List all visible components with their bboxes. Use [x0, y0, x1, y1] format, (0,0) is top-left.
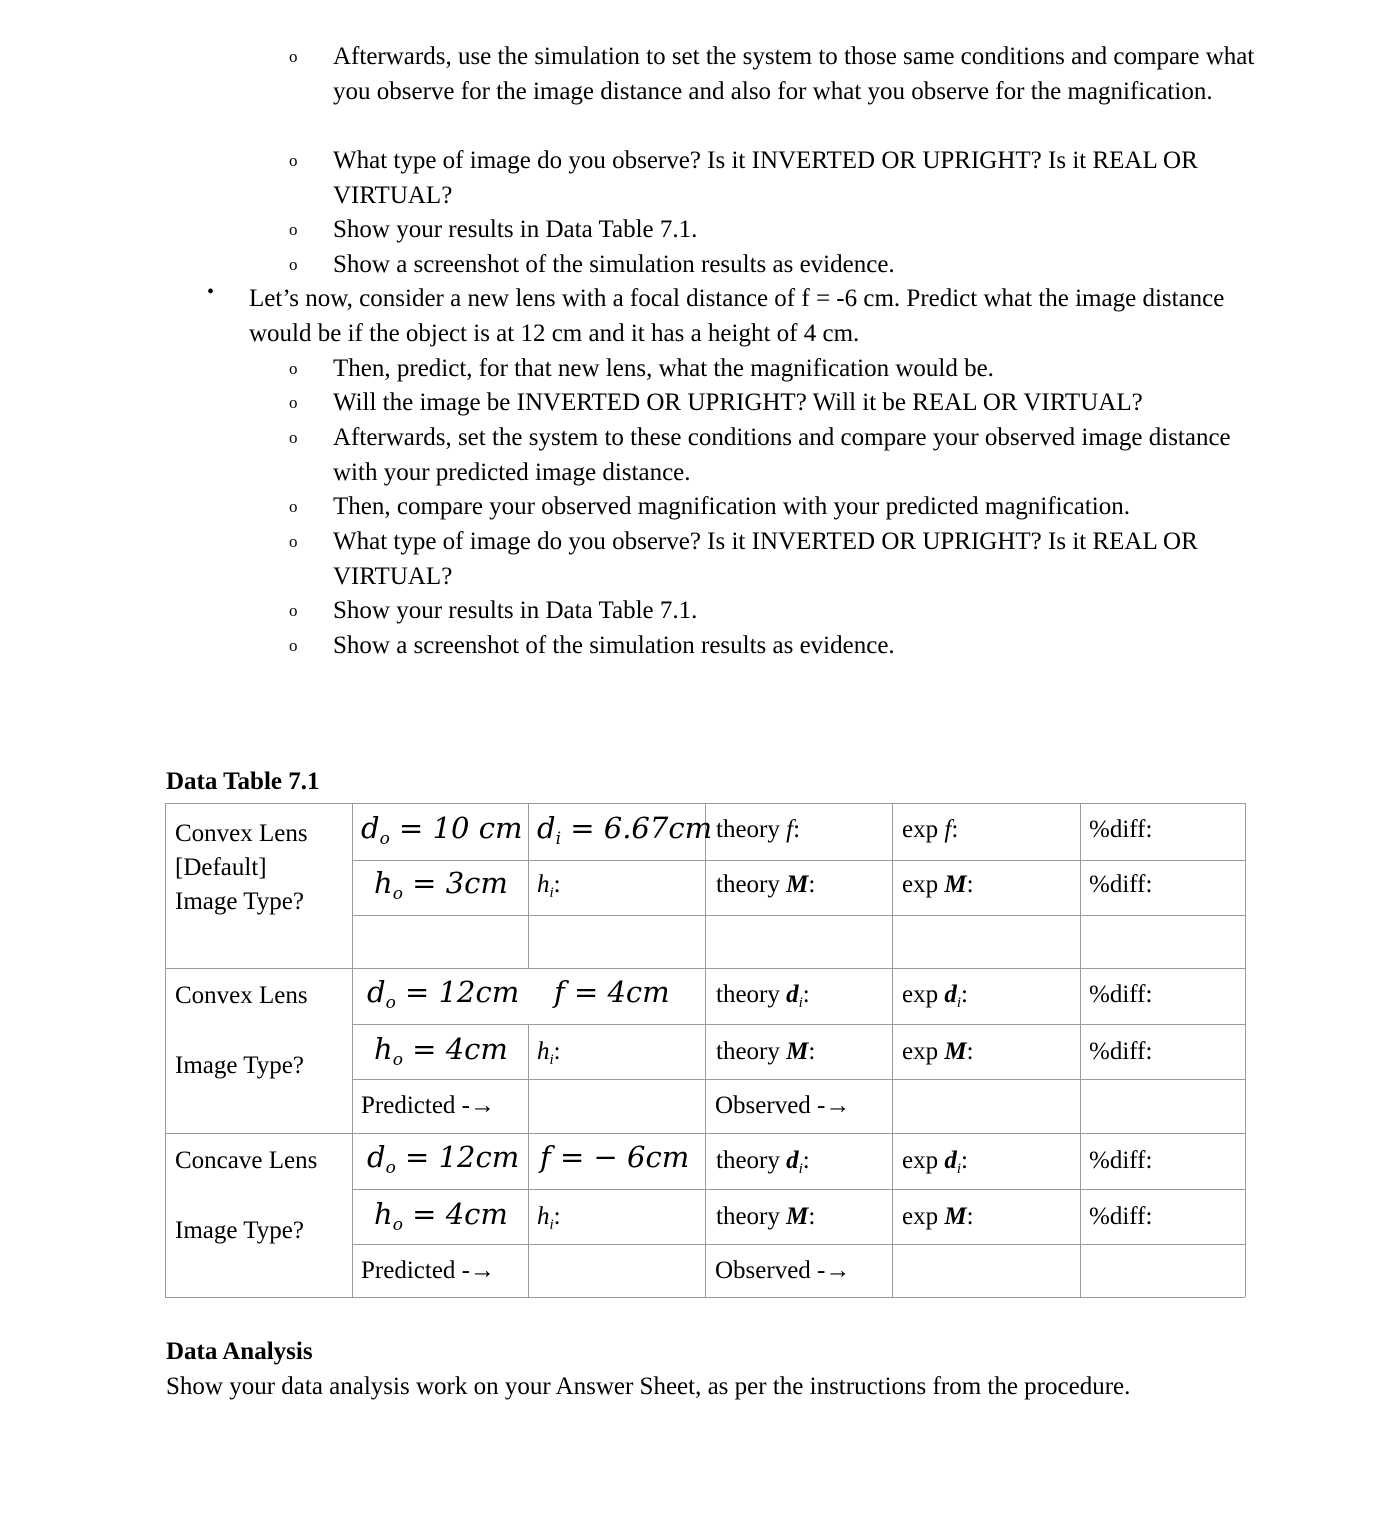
percent-diff-label: %diff: — [1089, 1203, 1153, 1230]
theory-di-label: theory $d_i$: — [716, 1147, 810, 1177]
col-divider — [892, 803, 893, 1297]
object-distance-eq: $d_o = 10$ cm — [361, 811, 523, 849]
list-item: o What type of image do you observe? Is it INVERTED OR UPRIGHT? Is it REAL OR VIRTUAL? — [333, 144, 1273, 213]
bullet-icon: • — [207, 281, 215, 303]
predicted-label: Predicted -→ — [361, 1092, 495, 1119]
hollow-bullet-icon: o — [289, 47, 298, 66]
col-divider — [528, 1024, 529, 1133]
col-divider — [528, 1133, 529, 1297]
predicted-label: Predicted -→ — [361, 1257, 495, 1284]
table-border-left — [165, 803, 166, 1297]
object-distance-eq: $d_o = 12cm$ — [367, 1140, 520, 1178]
exp-m-label: exp M: — [902, 1038, 974, 1065]
data-table — [165, 803, 1245, 1297]
percent-diff-label: %diff: — [1089, 816, 1153, 843]
observed-label: Observed -→ — [715, 1092, 851, 1119]
list-item: o What type of image do you observe? Is it INVERTED OR UPRIGHT? Is it REAL OR VIRTUAL? — [333, 525, 1273, 594]
percent-diff-label: %diff: — [1089, 1038, 1153, 1065]
col-divider — [352, 803, 353, 1297]
col-divider — [705, 803, 706, 1297]
exp-di-label: $\exp d_i$: — [902, 981, 968, 1011]
exp-m-label: exp M: — [902, 871, 974, 898]
image-type-label: Image Type? — [175, 1217, 304, 1244]
list-item: o Then, predict, for that new lens, what the magnification would be. — [333, 352, 1273, 387]
list-item: o Show your results in Data Table 7.1. — [333, 213, 1273, 248]
hollow-bullet-icon: o — [289, 497, 298, 516]
list-item: o Show a screenshot of the simulation results as evidence. — [333, 629, 1273, 664]
hollow-bullet-icon: o — [289, 532, 298, 551]
row-divider — [352, 1079, 1245, 1080]
list-item: o Afterwards, use the simulation to set the system to those same conditions and compare what you observe for the image distance and also for what you observe for the magnification. — [333, 40, 1273, 109]
list-item: o Show your results in Data Table 7.1. — [333, 594, 1273, 629]
section-title: Data Analysis — [166, 1338, 313, 1365]
theory-m-label: theory M: — [716, 1038, 816, 1065]
image-type-label: Image Type? — [175, 1052, 304, 1079]
row-divider — [352, 1189, 1245, 1190]
hollow-bullet-icon: o — [289, 636, 298, 655]
theory-m-label: theory M: — [716, 1203, 816, 1230]
object-height-eq: $h_o = 3cm$ — [374, 866, 508, 904]
row-divider — [352, 915, 1245, 916]
hollow-bullet-icon: o — [289, 255, 298, 274]
theory-f-label: theory f: — [716, 816, 801, 843]
percent-diff-label: %diff: — [1089, 1147, 1153, 1174]
table-title: Data Table 7.1 — [166, 768, 320, 795]
list-item: o Afterwards, set the system to these conditions and compare your observed image distance with your predicted image distance. — [333, 421, 1273, 490]
percent-diff-label: %diff: — [1089, 871, 1153, 898]
exp-m-label: exp M: — [902, 1203, 974, 1230]
exp-f-label: exp f: — [902, 816, 959, 843]
list-item: o Will the image be INVERTED OR UPRIGHT? Will it be REAL OR VIRTUAL? — [333, 386, 1273, 421]
object-height-eq: $h_o = 4cm$ — [374, 1197, 508, 1235]
focal-length-eq: f = 4cm — [554, 975, 670, 1009]
table-border-right — [1245, 803, 1246, 1297]
image-height-label: $h_i$: — [537, 1038, 561, 1068]
hollow-bullet-icon: o — [289, 151, 298, 170]
main-bullet: • Let’s now, consider a new lens with a focal distance of f = -6 cm. Predict what the image distance would be if the object is at 12 cm and it has a height of 4 cm. — [249, 282, 1269, 351]
object-distance-eq: $d_o = 12cm$ — [367, 975, 520, 1013]
col-divider — [528, 803, 529, 968]
theory-m-label: theory M: — [716, 871, 816, 898]
row-label-concave: Concave Lens — [175, 1147, 318, 1174]
list-item: o Show a screenshot of the simulation results as evidence. — [333, 248, 1273, 283]
image-distance-eq: $d_i = 6.67cm$ — [537, 811, 713, 849]
percent-diff-label: %diff: — [1089, 981, 1153, 1008]
row-divider — [352, 1024, 1245, 1025]
section-text: Show your data analysis work on your Answer Sheet, as per the instructions from the procedure. — [166, 1373, 1131, 1400]
object-height-eq: $h_o = 4cm$ — [374, 1032, 508, 1070]
row-divider — [352, 1244, 1245, 1245]
observed-label: Observed -→ — [715, 1257, 851, 1284]
col-divider — [1080, 803, 1081, 1297]
image-height-label: $h_i$: — [537, 1203, 561, 1233]
hollow-bullet-icon: o — [289, 428, 298, 447]
table-border-bottom — [165, 1297, 1245, 1298]
row-divider — [352, 860, 1245, 861]
hollow-bullet-icon: o — [289, 393, 298, 412]
exp-di-label: $\exp d_i$: — [902, 1147, 968, 1177]
row-label-convex: Convex Lens — [175, 982, 308, 1009]
hollow-bullet-icon: o — [289, 601, 298, 620]
row-label-convex-default: Convex Lens [Default] Image Type? — [175, 820, 308, 915]
hollow-bullet-icon: o — [289, 220, 298, 239]
list-item: o Then, compare your observed magnification with your predicted magnification. — [333, 490, 1273, 525]
hollow-bullet-icon: o — [289, 359, 298, 378]
image-height-label: $h_i$: — [537, 871, 561, 901]
focal-length-eq: f = − 6cm — [540, 1140, 690, 1174]
theory-di-label: theory $d_i$: — [716, 981, 810, 1011]
